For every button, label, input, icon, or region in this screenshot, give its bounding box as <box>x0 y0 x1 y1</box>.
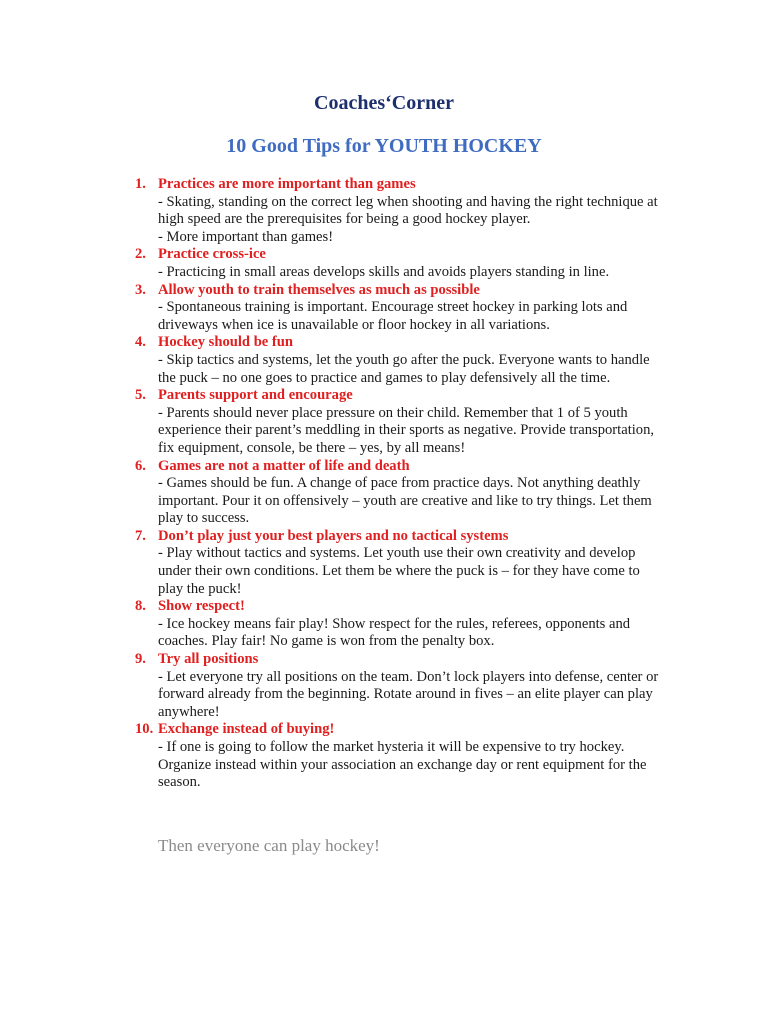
tip-item <box>135 458 665 528</box>
tip-title: Practices are more important than games <box>158 176 416 192</box>
tip-title: Hockey should be fun <box>158 334 294 351</box>
tip-body: - Skip tactics and systems, let the youth go after the puck. Everyone wants to handle the puck – no one goes to practice and games to play defensively all the time. <box>158 351 650 386</box>
tip-number: 7. <box>135 527 146 544</box>
tip-body: - Play without tactics and systems. Let youth use their own creativity and develop under their own conditions. Let them be where the puck is – for they have come to play the puck! <box>158 545 640 597</box>
tip-number: 8. <box>135 598 146 615</box>
tip-body: - Practicing in small areas develops skills and avoids players standing in line. <box>158 263 610 280</box>
tip-title: Parents support and encourage <box>158 387 353 404</box>
tip-number: 9. <box>135 651 146 668</box>
tip-body: - Let everyone try all positions on the team. Don’t lock players into defense, center or forward already from the beginning. Rotate around in fives – an elite player can play anywhere! <box>158 668 659 720</box>
tip-number: 1. <box>135 176 146 192</box>
tip-item <box>135 334 665 387</box>
tip-title: Allow youth to train themselves as much as possible <box>158 281 480 298</box>
page-title: 10 Good Tips for YOUTH HOCKEY <box>226 135 542 157</box>
tips-list <box>135 176 665 792</box>
tip-number: 10. <box>135 721 154 738</box>
closing-line: Then everyone can play hockey! <box>158 836 380 855</box>
tip-item <box>135 598 665 651</box>
tip-title: Practice cross-ice <box>158 246 266 263</box>
tip-title: Games are not a matter of life and death <box>158 457 410 474</box>
tip-number: 2. <box>135 246 146 263</box>
tip-title: Try all positions <box>158 651 259 668</box>
tip-body: - Games should be fun. A change of pace from practice days. Not anything deathly important. Pour it on offensively – youth are creative and like to try things. Let them play to success. <box>158 475 652 527</box>
tip-body: - Spontaneous training is important. Encourage street hockey in parking lots and driveways when ice is unavailable or floor hockey in all variations. <box>158 299 628 333</box>
tip-item <box>135 528 665 598</box>
tip-item <box>135 176 665 246</box>
tip-body: - Ice hockey means fair play! Show respect for the rules, referees, opponents and coaches. Play fair! No game is won from the penalty box. <box>158 615 631 650</box>
tip-body: - If one is going to follow the market hysteria it will be expensive to try hockey. Organize instead within your association an exchange day or rent equipment for the season. <box>158 739 647 791</box>
tip-item <box>135 246 665 281</box>
tip-item <box>135 387 665 457</box>
tip-item <box>135 721 665 791</box>
tip-number: 4. <box>135 334 146 351</box>
tip-title: Don’t play just your best players and no tactical systems <box>158 527 509 544</box>
tip-body: - Skating, standing on the correct leg when shooting and having the right technique at high speed are the prerequisites for being a good hockey player. - More important than games! <box>158 193 658 245</box>
tip-number: 3. <box>135 281 146 298</box>
page-header: Coaches‘Corner <box>314 92 454 114</box>
tip-number: 5. <box>135 387 146 404</box>
tip-item <box>135 282 665 335</box>
tip-title: Exchange instead of buying! <box>158 721 335 738</box>
tip-title: Show respect! <box>158 598 245 615</box>
tip-item <box>135 651 665 721</box>
tip-body: - Parents should never place pressure on their child. Remember that 1 of 5 youth experience their parent’s meddling in their sports as negative. Provide transportation, fix equipment, console, be there – yes, by all means! <box>158 404 655 456</box>
tip-number: 6. <box>135 457 146 474</box>
